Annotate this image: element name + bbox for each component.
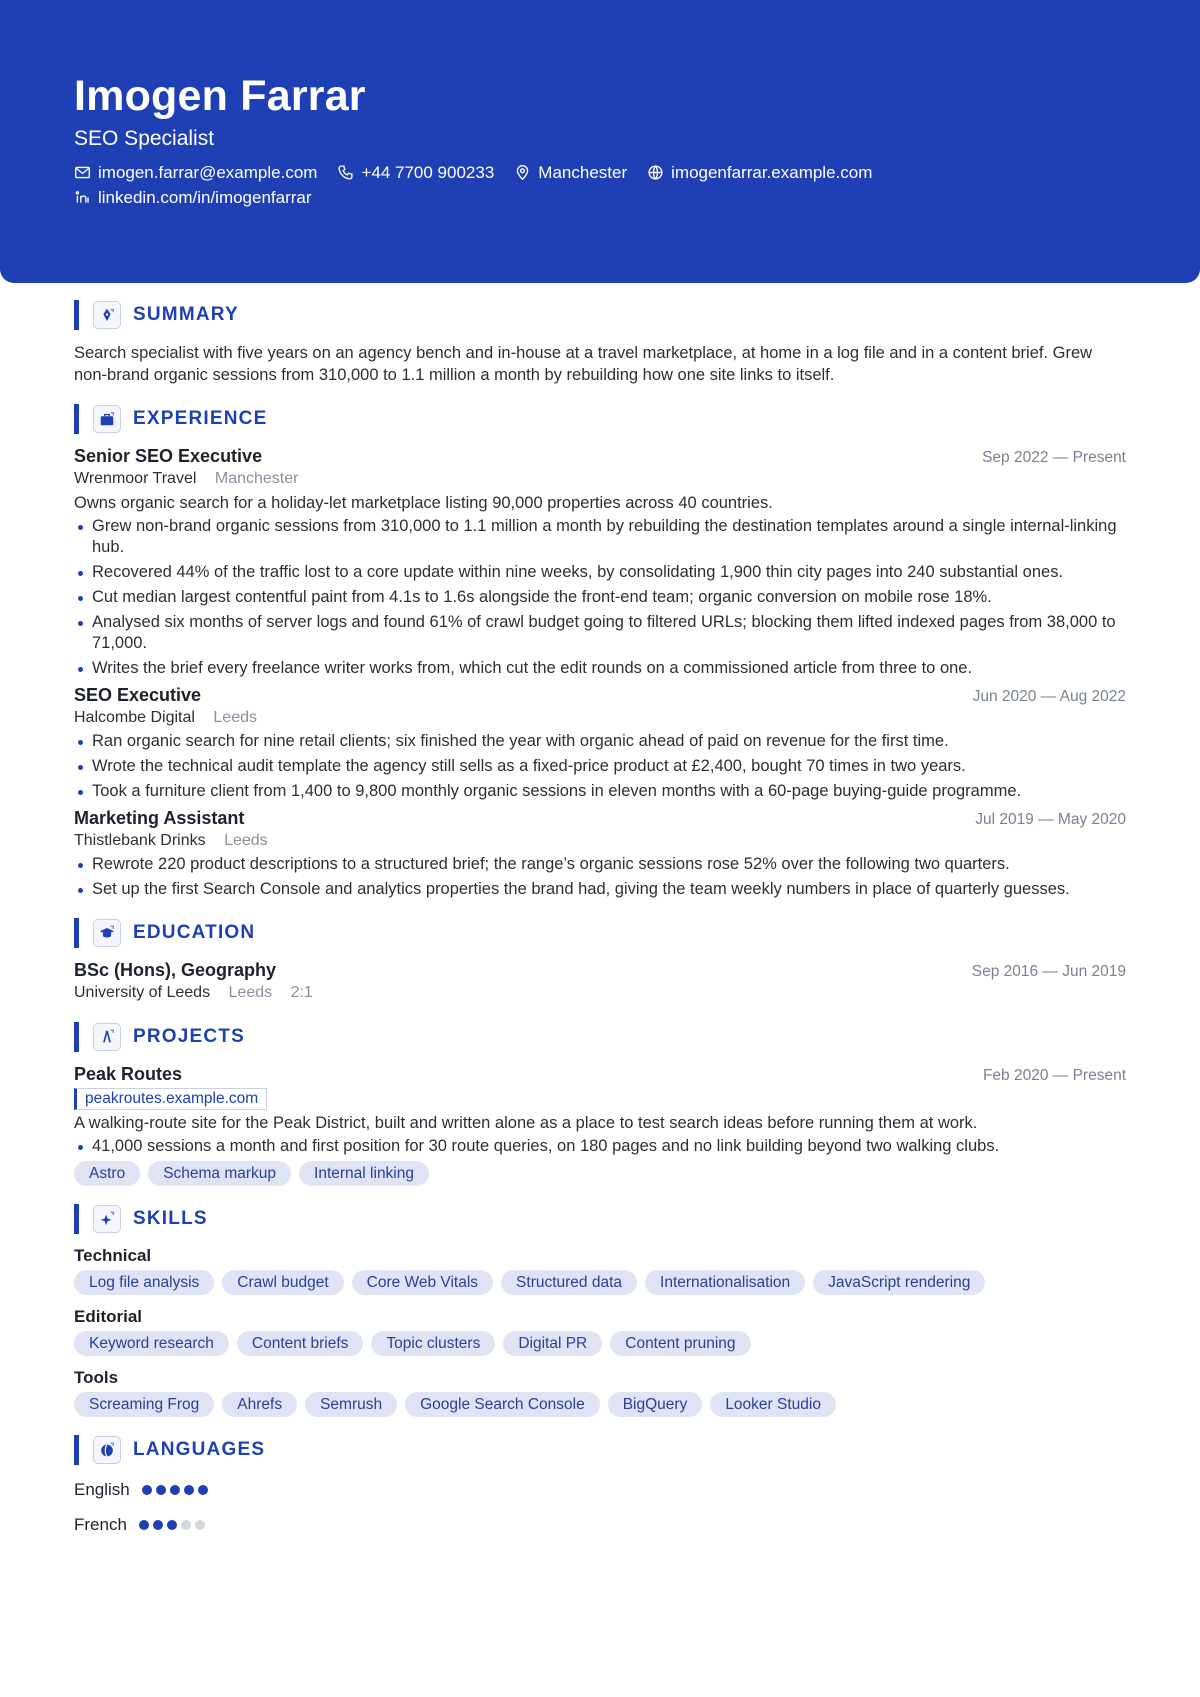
grade: 2:1 [290,984,313,1001]
contact-location-text: Manchester [538,162,628,182]
list-item: Rewrote 220 product descriptions to a structured brief; the range’s organic sessions rose 52% over the following two quarters. [74,854,1126,875]
skill-chip: Content briefs [237,1331,364,1356]
briefcase-icon [93,405,121,433]
contact-linkedin[interactable] [74,188,312,208]
graduation-cap-icon [93,919,121,947]
skill-group-label: Technical [74,1246,152,1265]
proficiency-dot-filled [139,1520,149,1530]
contact-phone-text: +44 7700 900233 [361,162,495,182]
mail-icon [74,164,91,181]
contact-list [74,160,892,210]
section-accent-bar [74,1204,79,1234]
summary-section [74,300,1126,386]
location-icon [514,164,531,181]
job-location: Manchester [214,470,299,487]
job-entry [74,685,1126,802]
job-dates: Jul 2019 — May 2020 [975,811,1126,828]
skill-chip: Core Web Vitals [352,1270,493,1295]
list-item: Took a furniture client from 1,400 to 9,800 monthly organic sessions in eleven months with a 60-page buying-guide programme. [74,781,1126,802]
projects-section [74,1022,1126,1186]
job-location: Leeds [213,709,257,726]
sparkle-icon [93,1205,121,1233]
education-entry [74,960,1126,1004]
skill-chip: Screaming Frog [74,1392,214,1417]
list-item: 41,000 sessions a month and first position for 30 route queries, on 180 pages and no link building beyond two walking clubs. [74,1136,1126,1157]
skill-chip: Google Search Console [405,1392,600,1417]
skill-chip: Semrush [305,1392,397,1417]
job-company: Thistlebank Drinks [74,832,206,849]
contact-website-text: imogenfarrar.example.com [671,162,873,182]
proficiency-dot-empty [181,1520,191,1530]
proficiency-dots [142,1485,212,1495]
language-name: French [74,1515,127,1534]
section-title: LANGUAGES [133,1439,266,1460]
project-name: Peak Routes [74,1064,183,1084]
list-item: Cut median largest contentful paint from 4.1s to 1.6s alongside the front-end team; organic conversion on mobile rose 18%. [74,587,1126,608]
job-role: SEO Executive [74,685,202,705]
skills-heading [74,1204,1126,1234]
section-title: PROJECTS [133,1026,246,1047]
section-title: EDUCATION [133,922,256,943]
degree: BSc (Hons), Geography [74,960,277,980]
job-company: Halcombe Digital [74,709,195,726]
job-dates: Sep 2022 — Present [982,449,1126,466]
job-dates: Jun 2020 — Aug 2022 [972,688,1126,705]
skill-chip: Structured data [501,1270,637,1295]
tag-chip: Astro [74,1161,140,1186]
contact-phone[interactable] [337,163,494,183]
list-item: Writes the brief every freelance writer works from, which cut the edit rounds on a commissioned article from three to one. [74,658,1126,679]
language-english [74,1477,1126,1503]
skill-group-technical [74,1246,1126,1295]
project-entry [74,1064,1126,1186]
phone-icon [337,164,354,181]
list-item: Analysed six months of server logs and found 61% of crawl budget going to filtered URLs; blocking them lifted indexed pages from 38,000 to 71,000. [74,612,1126,654]
resume-header [0,0,1200,283]
languages-section [74,1435,1126,1538]
languages-heading [74,1435,1126,1465]
proficiency-dot-filled [156,1485,166,1495]
proficiency-dot-empty [195,1520,205,1530]
skill-chip: Content pruning [610,1331,750,1356]
job-bullets [74,854,1126,900]
section-accent-bar [74,404,79,434]
section-title: SUMMARY [133,304,239,325]
skill-chip: Digital PR [503,1331,602,1356]
proficiency-dot-filled [142,1485,152,1495]
list-item: Set up the first Search Console and analytics properties the brand had, giving the team weekly numbers in place of quarterly guesses. [74,879,1126,900]
skill-chip: Internationalisation [645,1270,805,1295]
list-item: Recovered 44% of the traffic lost to a core update within nine weeks, by consolidating 1,900 thin city pages into 240 substantial ones. [74,562,1126,583]
skills-section [74,1204,1126,1417]
list-item: Wrote the technical audit template the agency still sells as a fixed-price product at £2,400, bought 70 times in two years. [74,756,1126,777]
proficiency-dots [139,1520,209,1530]
project-bullets [74,1136,1126,1157]
section-accent-bar [74,918,79,948]
education-dates: Sep 2016 — Jun 2019 [971,963,1126,980]
skill-group-label: Tools [74,1368,119,1387]
section-accent-bar [74,1435,79,1465]
contact-email[interactable] [74,163,317,183]
proficiency-dot-filled [184,1485,194,1495]
pen-icon [93,301,121,329]
project-description: A walking-route site for the Peak District, built and written alone as a place to test search ideas before running them at work. [74,1114,978,1132]
job-role: Marketing Assistant [74,808,245,828]
skill-chip: Ahrefs [222,1392,297,1417]
skill-chip: Looker Studio [710,1392,836,1417]
language-name: English [74,1480,130,1499]
project-link[interactable]: peakroutes.example.com [74,1088,267,1110]
list-item: Grew non-brand organic sessions from 310,000 to 1.1 million a month by rebuilding the destination templates around a single internal-linking hub. [74,516,1126,558]
candidate-name: Imogen Farrar [74,72,366,120]
experience-section [74,404,1126,900]
skill-group-label: Editorial [74,1307,143,1326]
proficiency-dot-filled [153,1520,163,1530]
job-role: Senior SEO Executive [74,446,263,466]
language-globe-icon [93,1436,121,1464]
proficiency-dot-filled [170,1485,180,1495]
skill-group-tools [74,1368,1126,1417]
job-description: Owns organic search for a holiday-let marketplace listing 90,000 properties across 40 countries. [74,494,773,512]
school-location: Leeds [228,984,273,1001]
section-accent-bar [74,1022,79,1052]
job-company: Wrenmoor Travel [74,470,197,487]
candidate-role: SEO Specialist [74,127,215,150]
skill-chip: Topic clusters [371,1331,495,1356]
job-bullets [74,516,1126,679]
contact-location [514,163,627,183]
job-bullets [74,731,1126,802]
tag-chip: Schema markup [148,1161,291,1186]
contact-website[interactable] [647,163,872,183]
skill-chip: JavaScript rendering [813,1270,985,1295]
job-entry [74,446,1126,679]
compass-icon [93,1023,121,1051]
section-title: SKILLS [133,1208,208,1229]
section-accent-bar [74,300,79,330]
proficiency-dot-filled [198,1485,208,1495]
skill-chip: Crawl budget [222,1270,343,1295]
projects-heading [74,1022,1126,1052]
skill-chip: Log file analysis [74,1270,214,1295]
education-section [74,918,1126,1004]
job-entry [74,808,1126,900]
school: University of Leeds [74,984,211,1001]
globe-icon [647,164,664,181]
section-title: EXPERIENCE [133,408,268,429]
summary-text: Search specialist with five years on an agency bench and in-house at a travel marketplace, at home in a log file and in a content brief. Grew non-brand organic sessions from 310,000 to 1.1 million a month by rebuilding how one site links to itself. [74,344,1093,384]
project-tags [74,1161,1126,1186]
list-item: Ran organic search for nine retail clients; six finished the year with organic ahead of paid on revenue for the first time. [74,731,1126,752]
skill-group-editorial [74,1307,1126,1356]
language-french [74,1512,1126,1538]
job-location: Leeds [224,832,268,849]
resume-body [74,300,1126,1556]
contact-email-text: imogen.farrar@example.com [98,162,318,182]
project-dates: Feb 2020 — Present [982,1067,1126,1084]
summary-heading [74,300,1126,330]
skill-chip: Keyword research [74,1331,229,1356]
skill-chip: BigQuery [608,1392,703,1417]
contact-linkedin-text: linkedin.com/in/imogenfarrar [98,187,312,207]
education-heading [74,918,1126,948]
tag-chip: Internal linking [299,1161,429,1186]
linkedin-icon [74,189,91,206]
experience-heading [74,404,1126,434]
proficiency-dot-filled [167,1520,177,1530]
